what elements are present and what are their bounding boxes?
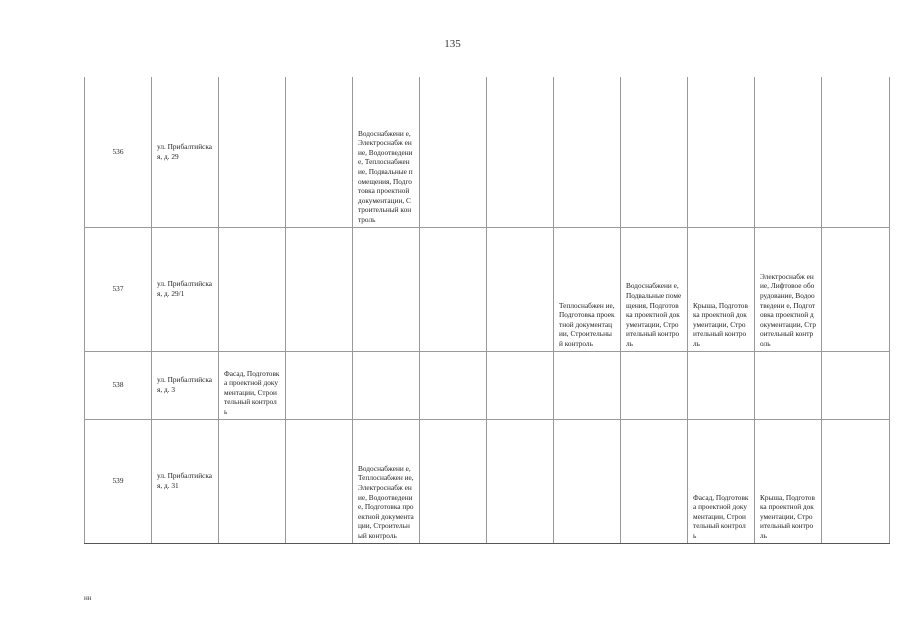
work-cell <box>554 77 621 227</box>
table-row <box>85 419 890 543</box>
work-cell <box>755 351 822 419</box>
work-cell <box>487 227 554 351</box>
work-cell <box>621 419 688 543</box>
work-cell: Водоснабжени е, Теплоснабжен ие, Электроснабж ение, Водоотведени е, Подготовка проектной документации, Строительный контроль <box>353 419 420 543</box>
work-cell <box>286 351 353 419</box>
work-cell: Теплоснабжен ие, Подготовка проектной документации, Строительный контроль <box>554 227 621 351</box>
works-table <box>84 77 890 544</box>
table-row <box>85 227 890 351</box>
work-cell <box>822 351 890 419</box>
work-cell <box>286 77 353 227</box>
row-number: 536 <box>85 77 152 227</box>
work-cell <box>420 419 487 543</box>
table-row <box>85 351 890 419</box>
row-number: 538 <box>85 351 152 419</box>
work-cell <box>286 227 353 351</box>
address-cell: ул. Прибалтийска я, д. 29 <box>152 77 219 227</box>
address-cell: ул. Прибалтийска я, д. 3 <box>152 351 219 419</box>
work-cell: Фасад, Подготовка проектной документации, Строительный контроль <box>688 419 755 543</box>
page-number: 135 <box>444 38 461 50</box>
work-cell <box>554 351 621 419</box>
footer-mark: нн <box>84 594 92 602</box>
work-cell <box>420 227 487 351</box>
work-cell <box>353 351 420 419</box>
work-cell <box>353 227 420 351</box>
work-cell: Электроснабж ение, Лифтовое оборудование, Водоотведени е, Подготовка проектной документации, Строительный контроль <box>755 227 822 351</box>
address-cell: ул. Прибалтийска я, д. 31 <box>152 419 219 543</box>
work-cell <box>219 419 286 543</box>
row-number: 539 <box>85 419 152 543</box>
table-row <box>85 77 890 227</box>
work-cell <box>621 77 688 227</box>
address-cell: ул. Прибалтийска я, д. 29/1 <box>152 227 219 351</box>
work-cell <box>688 77 755 227</box>
work-cell: Фасад, Подготовка проектной документации, Строительный контроль <box>219 351 286 419</box>
work-cell <box>219 77 286 227</box>
work-cell <box>420 351 487 419</box>
work-cell <box>755 77 822 227</box>
work-cell <box>621 351 688 419</box>
work-cell: Крыша, Подготовка проектной документации, Строительный контроль <box>688 227 755 351</box>
work-cell <box>822 77 890 227</box>
work-cell <box>822 419 890 543</box>
work-cell <box>420 77 487 227</box>
work-cell: Водоснабжени е, Подвальные помещения, Подготовка проектной документации, Строительный контроль <box>621 227 688 351</box>
work-cell <box>688 351 755 419</box>
work-cell <box>554 419 621 543</box>
work-cell: Водоснабжени е, Электроснабж ение, Водоотведени е, Теплоснабжен ие, Подвальные помещения, Подготовка проектной документации, Строительный контроль <box>353 77 420 227</box>
work-cell <box>487 419 554 543</box>
work-cell: Крыша, Подготовка проектной документации, Строительный контроль <box>755 419 822 543</box>
row-number: 537 <box>85 227 152 351</box>
work-cell <box>219 227 286 351</box>
work-cell <box>487 351 554 419</box>
work-cell <box>822 227 890 351</box>
work-cell <box>286 419 353 543</box>
work-cell <box>487 77 554 227</box>
